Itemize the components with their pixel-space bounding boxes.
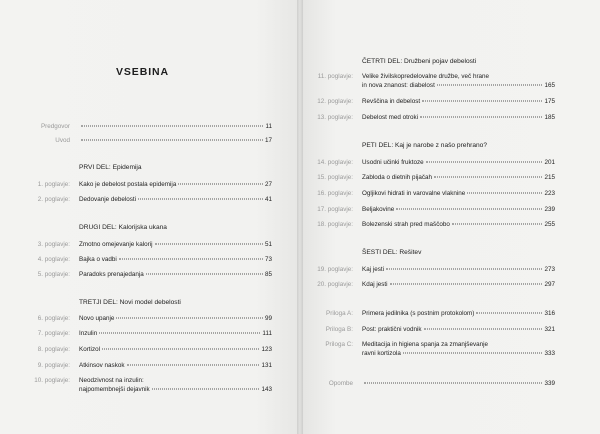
toc-entry: 12. poglavje: Revščina in debelost 175 — [317, 98, 555, 105]
toc-entry: 3. poglavje: Zmotno omejevanje kalorij 51 — [37, 241, 272, 248]
part-heading: PRVI DEL: Epidemija — [79, 164, 142, 171]
part-heading: DRUGI DEL: Kalorijska ukana — [79, 224, 167, 231]
toc-entry: 19. poglavje: Kaj jesti 273 — [317, 266, 555, 273]
toc-entry: 5. poglavje: Paradoks prenajedanja 85 — [37, 271, 272, 278]
toc-entry: 6. poglavje: Novo upanje 99 — [37, 315, 272, 322]
toc-entry: 18. poglavje: Bolezenski strah pred maščobo 255 — [317, 221, 555, 228]
toc-entry: 9. poglavje: Atkinsov naskok 131 — [37, 362, 272, 369]
toc-entry-appendix: Priloga B: Post: praktični vodnik 321 — [325, 326, 555, 333]
toc-entry: 1. poglavje: Kako je debelost postala epidemija 27 — [37, 181, 272, 188]
toc-entry-appendix: Priloga A: Primera jedilnika (s postnim protokolom) 316 — [326, 310, 555, 317]
toc-entry-opombe: Opombe 339 — [328, 380, 555, 387]
toc-entry-uvod: Uvod 17 — [55, 137, 272, 144]
toc-entry: 20. poglavje: Kdaj jesti 297 — [317, 281, 555, 288]
toc-entry: 2. poglavje: Dedovanje debelosti 41 — [37, 196, 272, 203]
toc-title: VSEBINA — [116, 66, 169, 78]
toc-entry-appendix-multiline: Priloga C: Meditacija in higiena spanja za zmanjševanje ravni kortizola 333 — [325, 341, 555, 357]
part-heading: ČETRTI DEL: Družbeni pojav debelosti — [362, 58, 477, 65]
toc-entry: 4. poglavje: Bajka o vadbi 73 — [37, 256, 272, 263]
toc-entry: 14. poglavje: Usodni učinki fruktoze 201 — [317, 159, 555, 166]
toc-entry: 13. poglavje: Debelost med otroki 185 — [317, 114, 555, 121]
right-page — [300, 0, 600, 434]
toc-entry: 15. poglavje: Zabloda o dietnih pijačah 215 — [317, 174, 555, 181]
toc-entry-predgovor: Predgovor 11 — [40, 123, 272, 130]
toc-entry: 7. poglavje: Inzulin 111 — [37, 330, 272, 337]
toc-entry: 17. poglavje: Beljakovine 239 — [317, 206, 555, 213]
part-heading: PETI DEL: Kaj je narobe z našo prehrano? — [362, 142, 487, 149]
part-heading: TRETJI DEL: Novi model debelosti — [79, 299, 181, 306]
toc-entry: 16. poglavje: Ogljikovi hidrati in varovalne vlaknine 223 — [317, 190, 555, 197]
toc-entry-multiline: 11. poglavje: Velike živilskopredelovalne družbe, več hrane in nova znanost: diabelost 165 — [317, 73, 555, 89]
toc-entry: 8. poglavje: Kortizol 123 — [37, 346, 272, 353]
toc-entry-multiline: 10. poglavje: Neodzivnost na inzulin: najpomembnejši dejavnik 143 — [34, 377, 272, 393]
part-heading: ŠESTI DEL: Rešitev — [362, 249, 422, 256]
book-gutter — [297, 0, 303, 434]
